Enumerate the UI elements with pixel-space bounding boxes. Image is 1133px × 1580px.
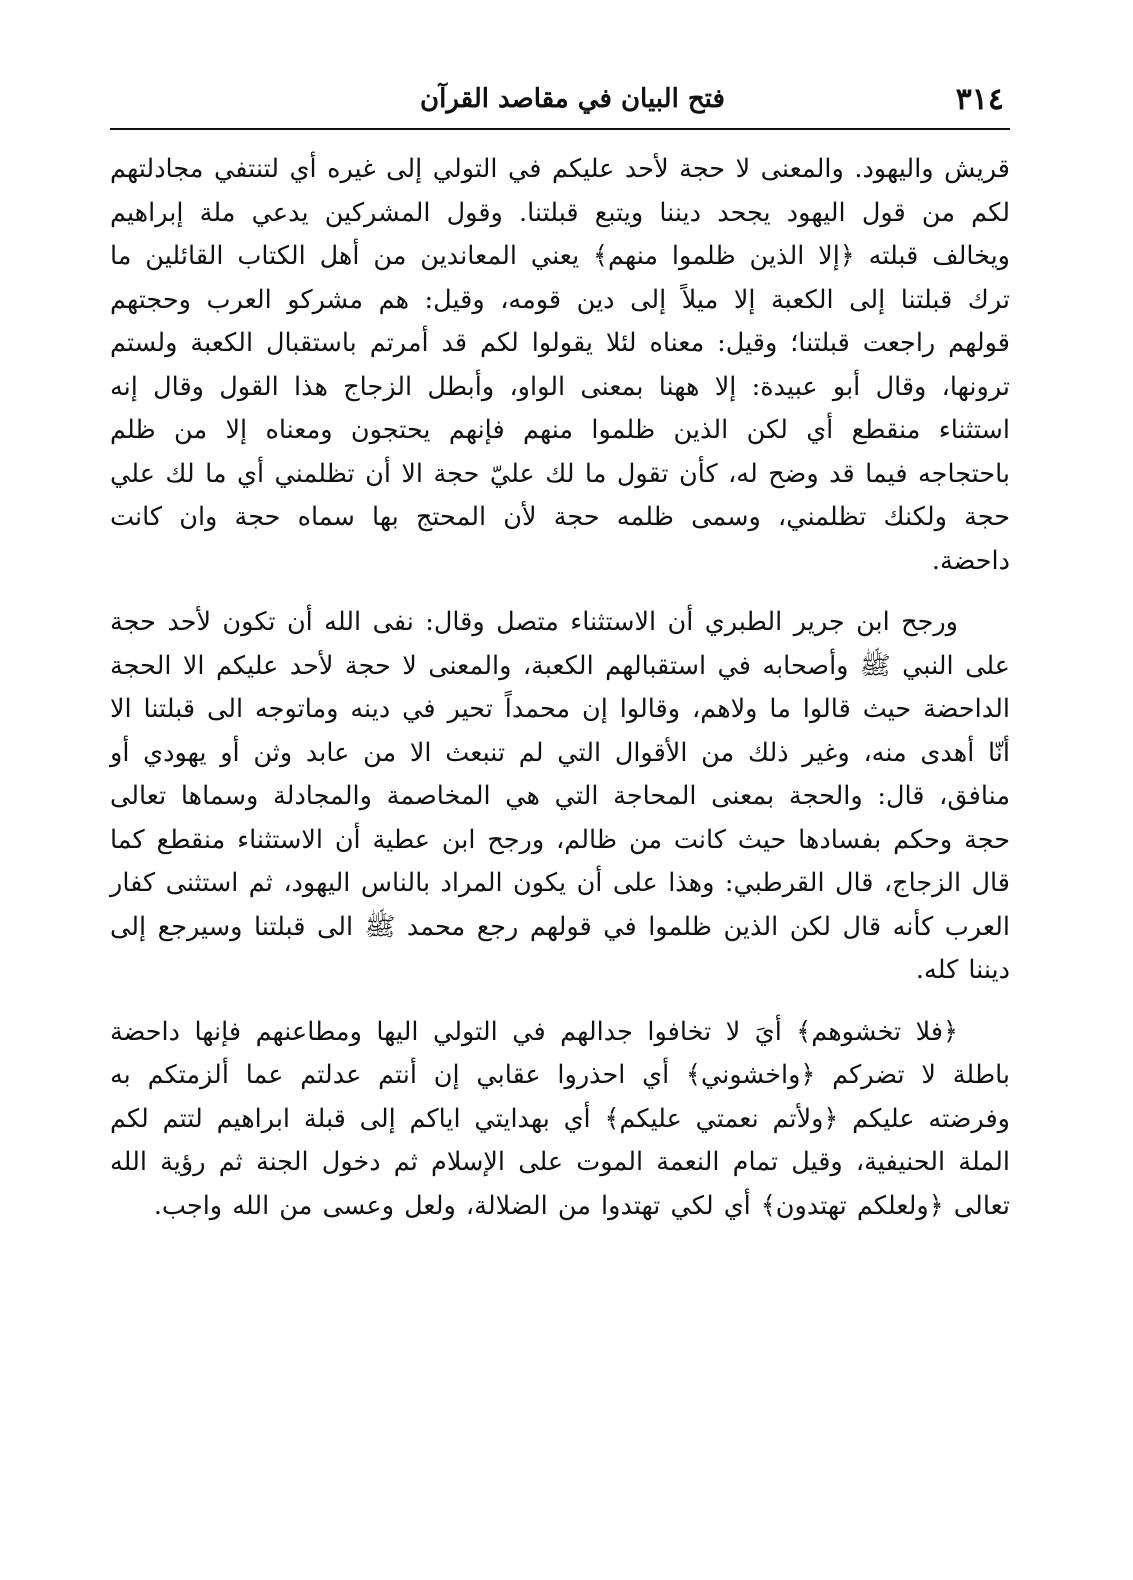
page-number: ٣١٤ [955,81,1004,117]
running-title: فتح البيان في مقاصد القرآن [420,84,725,114]
body-text [110,148,1010,1246]
paragraph-2: ورجح ابن جرير الطبري أن الاستثناء متصل وقال: نفى الله أن تكون لأحد حجة على النبي ﷺ وأصحابه في استقبالهم الكعبة، والمعنى لا حجة لأحد عليكم الا الحجة الداحضة حيث قالوا ما ولاهم، وقالوا إن محمداً تحير في دينه وماتوجه الى قبلتنا الا أنّا أهدى منه، وغير ذلك من الأقوال التي لم تنبعث الا من عابد وثن أو يهودي أو منافق، قال: والحجة بمعنى المحاجة التي هي المخاصمة والمجادلة وسماها تعالى حجة وحكم بفسادها حيث كانت من ظالم، ورجح ابن عطية أن الاستثناء منقطع كما قال الزجاج، قال القرطبي: وهذا على أن يكون المراد بالناس اليهود، ثم استثنى كفار العرب كأنه قال لكن الذين ظلموا في قولهم رجع محمد ﷺ الى قبلتنا وسيرجع إلى ديننا كله. [110,607,1010,985]
book-page [110,60,1010,1520]
paragraph-1: قريش واليهود. والمعنى لا حجة لأحد عليكم في التولي إلى غيره أي لتنتفي مجادلتهم لكم من قول اليهود يجحد ديننا ويتبع قبلتنا. وقول المشركين يدعي ملة إبراهيم ويخالف قبلته ﴿إلا الذين ظلموا منهم﴾ يعني المعاندين من أهل الكتاب القائلين ما ترك قبلتنا إلى الكعبة إلا ميلاً إلى دين قومه، وقيل: هم مشركو العرب وحجتهم قولهم راجعت قبلتنا؛ وقيل: معناه لئلا يقولوا لكم قد أمرتم باستقبال الكعبة ولستم ترونها، وقال أبو عبيدة: إلا ههنا بمعنى الواو، وأبطل الزجاج هذا القول وقال إنه استثناء منقطع أي لكن الذين ظلموا منهم فإنهم يحتجون ومعناه إلا من ظلم باحتجاجه فيما قد وضح له، كأن تقول ما لك عليّ حجة الا أن تظلمني أي ما لك علي حجة ولكنك تظلمني، وسمى ظلمه حجة لأن المحتج بها سماه حجة وان كانت داحضة. [110,154,1010,576]
paragraph-3: ﴿فلا تخشوهم﴾ أيَ لا تخافوا جدالهم في التولي اليها ومطاعنهم فإنها داحضة باطلة لا تضركم ﴿واخشوني﴾ أي احذروا عقابي إن أنتم عدلتم عما ألزمتكم به وفرضته عليكم ﴿ولأتم نعمتي عليكم﴾ أي بهدايتي اياكم إلى قبلة ابراهيم لتتم لكم الملة الحنيفية، وقيل تمام النعمة الموت على الإسلام ثم دخول الجنة ثم رؤية الله تعالى ﴿ولعلكم تهتدون﴾ أي لكي تهتدوا من الضلالة، ولعل وعسى من الله واجب. [110,1016,1010,1221]
page-header [110,70,1010,130]
